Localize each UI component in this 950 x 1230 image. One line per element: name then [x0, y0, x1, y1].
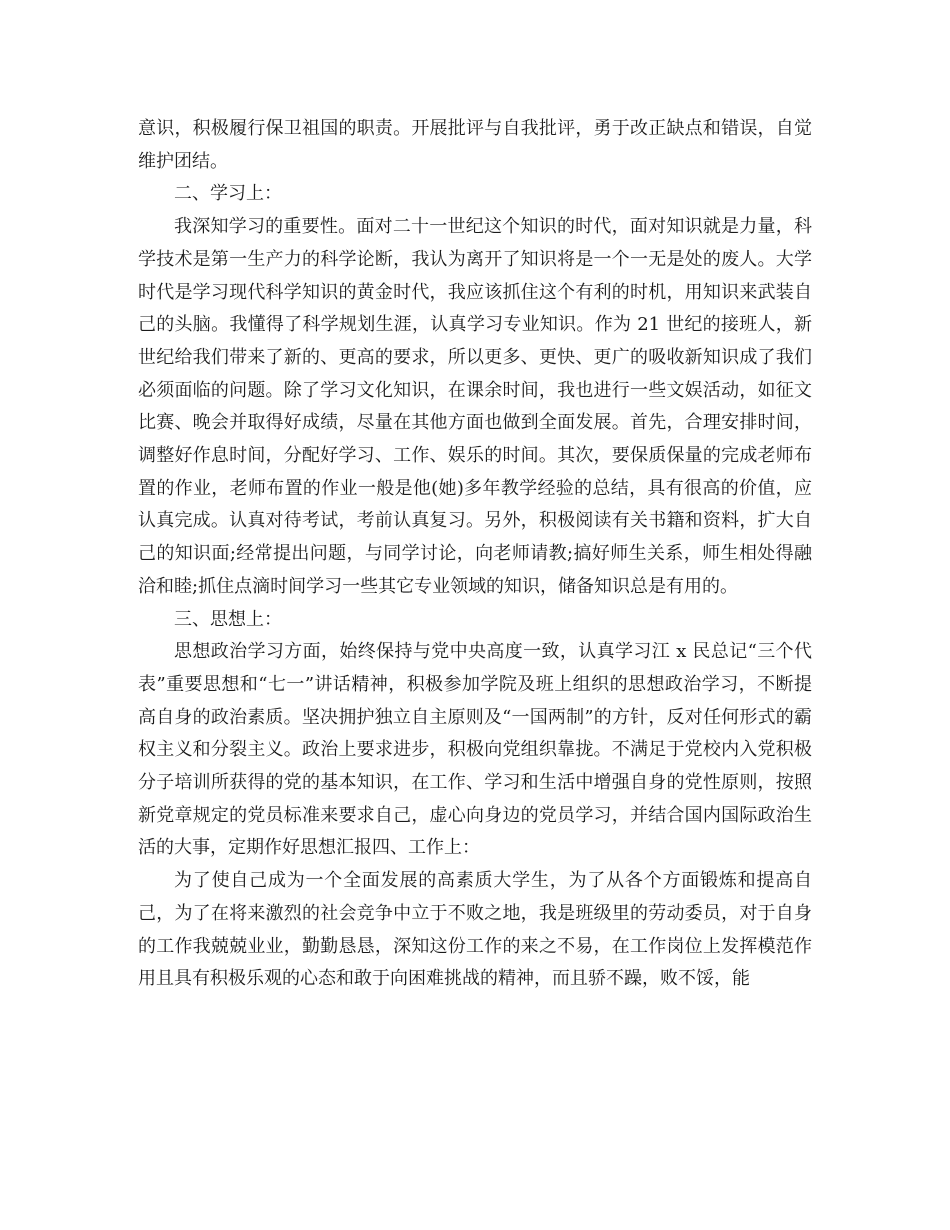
- section-heading-study: 二、学习上：: [174, 183, 282, 205]
- paragraph-work: 为了使自己成为一个全面发展的高素质大学生，为了从各个方面锻炼和提高自己，为了在将来激烈的社会竞争中立于不败之地，我是班级里的劳动委员，对于自身的工作我兢兢业业，勤勤恳恳，深知这份工作的来之不易，在工作岗位上发挥模范作用且具有积极乐观的心态和敢于向困难挑战的精神，而且骄不躁，败不馁，能: [138, 870, 812, 990]
- paragraph-study: 我深知学习的重要性。面对二十一世纪这个知识的时代，面对知识就是力量，科学技术是第一生产力的科学论断，我认为离开了知识将是一个一无是处的废人。大学时代是学习现代科学知识的黄金时代，我应该抓住这个有利的时机，用知识来武装自己的头脑。我懂得了科学规划生涯，认真学习专业知识。作为 21 世纪的接班人，新世纪给我们带来了新的、更高的要求，所以更多、更快、更广的吸收新知识成了我们必须面临的问题。除了学习文化知识，在课余时间，我也进行一些文娱活动，如征文比赛、晚会并取得好成绩，尽量在其他方面也做到全面发展。首先，合理安排时间，调整好作息时间，分配好学习、工作、娱乐的时间。其次，要保质保量的完成老师布置的作业，老师布置的作业一般是他(她)多年教学经验的总结，具有很高的价值，应认真完成。认真对待考试，考前认真复习。另外，积极阅读有关书籍和资料，扩大自己的知识面;经常提出问题，与同学讨论，向老师请教;搞好师生关系，师生相处得融洽和睦;抓住点滴时间学习一些其它专业领域的知识，储备知识总是有用的。: [138, 216, 812, 597]
- paragraph-thought: 思想政治学习方面，始终保持与党中央高度一致，认真学习江 x 民总记“三个代表”重要思想和“七一”讲话精神，积极参加学院及班上组织的思想政治学习，不断提高自身的政治素质。坚决拥护独立自主原则及“一国两制”的方针，反对任何形式的霸权主义和分裂主义。政治上要求进步，积极向党组织靠拢。不满足于党校内入党积极分子培训所获得的党的基本知识，在工作、学习和生活中增强自身的党性原则，按照新党章规定的党员标准来要求自己，虚心向身边的党员学习，并结合国内国际政治生活的大事，定期作好思想汇报四、工作上：: [138, 641, 812, 859]
- document-page: [138, 113, 812, 996]
- section-heading-thought: 三、思想上：: [174, 608, 282, 630]
- paragraph-continuation: 意识，积极履行保卫祖国的职责。开展批评与自我批评，勇于改正缺点和错误，自觉维护团结。: [138, 118, 812, 172]
